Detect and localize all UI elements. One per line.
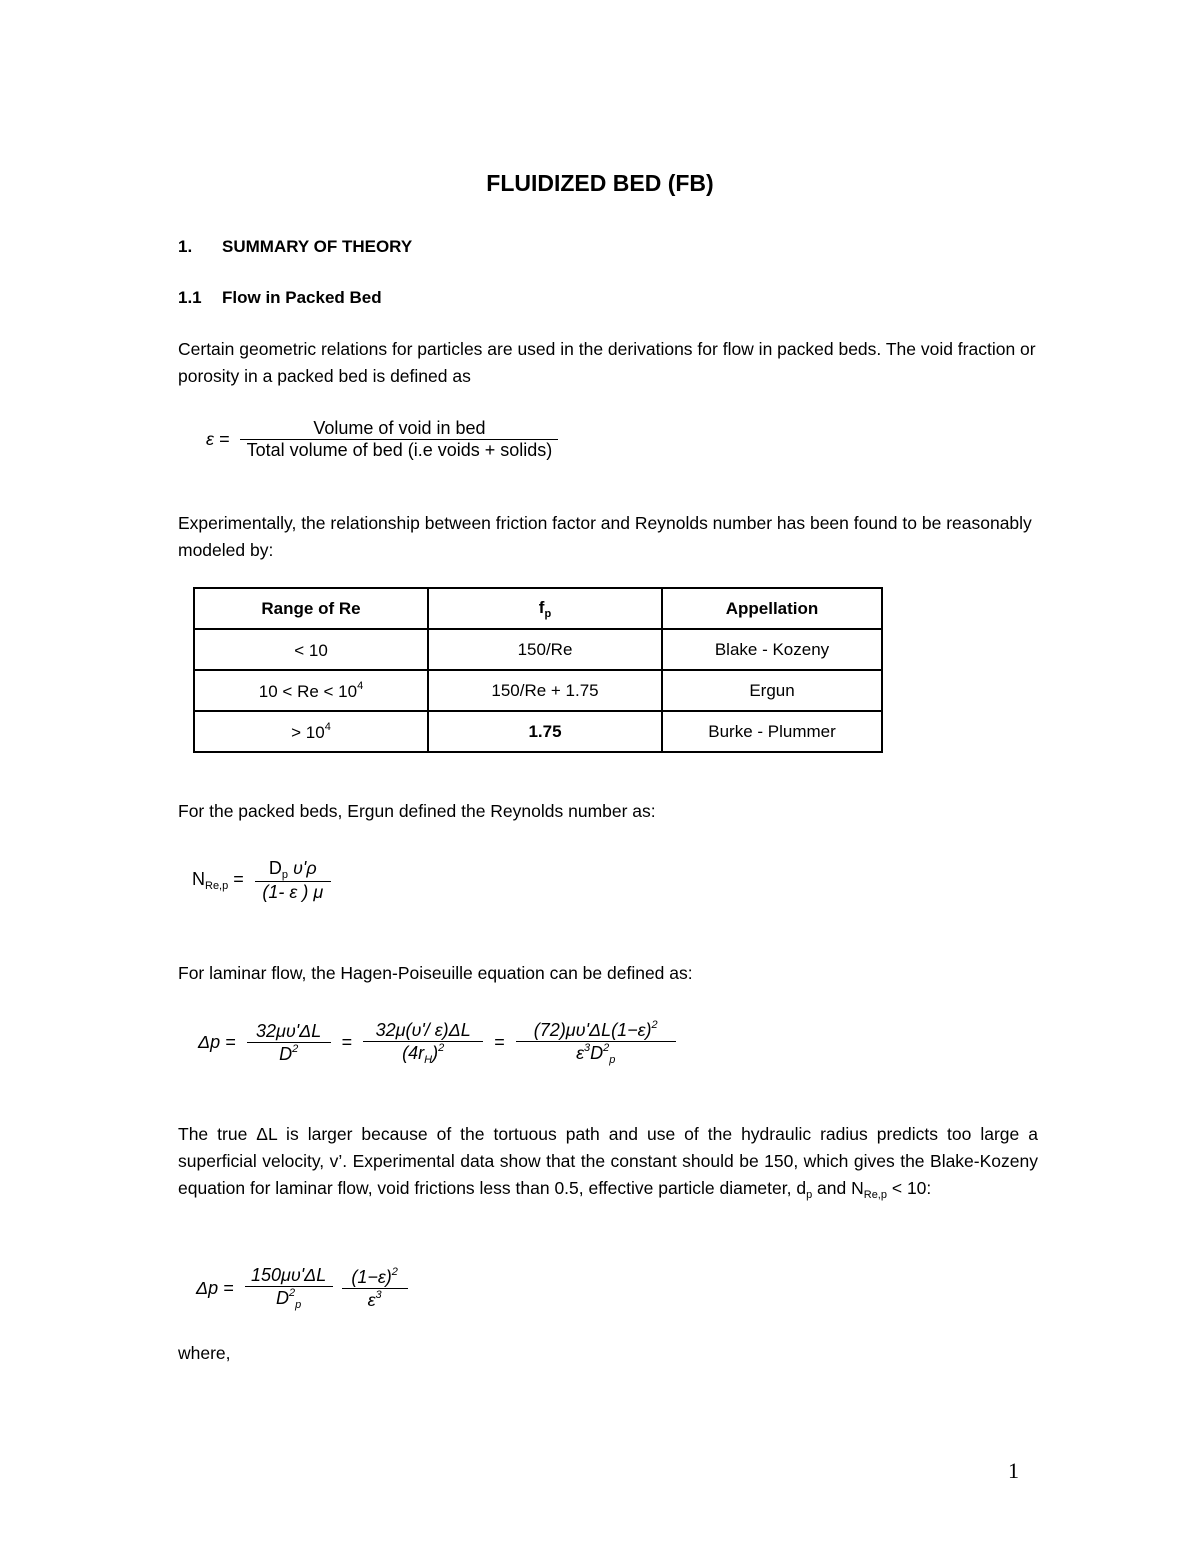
friction-factor-table (193, 587, 883, 753)
table-row (194, 670, 882, 711)
eq2-numerator: $D_p$ υ'ρ (255, 858, 331, 882)
eq4-factor2-denominator: $\varepsilon^3$ (367, 1288, 382, 1310)
table-cell-range: > $10^4$ (194, 711, 428, 752)
table-header-fp: $f_p$ (428, 588, 662, 629)
eq4-lhs: Δp = (196, 1277, 234, 1298)
table-row (194, 629, 882, 670)
eq3-term2-denominator: $(4r_H)^2$ (402, 1041, 445, 1066)
paragraph-6: where, (178, 1343, 231, 1363)
section-heading (178, 237, 412, 257)
eq3-lhs: Δp = (198, 1032, 236, 1052)
eq3-term3-denominator: $\varepsilon^3D^2_p$ (576, 1042, 616, 1066)
eq2-denominator: (1- ε ) μ (262, 882, 324, 902)
table-cell-range: $10 < Re < 10^4$ (194, 670, 428, 711)
table-cell-appellation: Burke - Plummer (662, 711, 882, 752)
table-cell-appellation: Blake - Kozeny (662, 629, 882, 670)
hagen-poiseuille-equation (198, 1019, 676, 1066)
blake-kozeny-equation (196, 1265, 408, 1311)
table-header-row (194, 588, 882, 629)
table-cell-fp: 1.75 (428, 711, 662, 752)
eq3-equals-1: = (341, 1032, 353, 1052)
page-number: 1 (1008, 1458, 1019, 1483)
paragraph-1: Certain geometric relations for particles are used in the derivations for flow in packed beds. The void fraction or porosity in a packed bed is defined as (178, 339, 1036, 386)
table-cell-fp: 150/Re (428, 629, 662, 670)
eq4-factor1-denominator: $D^2_p$ (276, 1287, 302, 1311)
section-number: 1. (178, 237, 193, 256)
eq3-term2-numerator: 32μ(υ'/ ε)ΔL (363, 1020, 483, 1042)
paragraph-2: Experimentally, the relationship between friction factor and Reynolds number has been found to be reasonably modeled by: (178, 513, 1032, 560)
table-cell-range: < 10 (194, 629, 428, 670)
eq3-term1-denominator: $D^2$ (279, 1042, 299, 1064)
eq1-denominator: Total volume of bed (i.e voids + solids) (246, 440, 553, 460)
eq1-lhs: ε = (206, 429, 230, 449)
subsection-number: 1.1 (178, 288, 202, 307)
table-header-range: Range of Re (194, 588, 428, 629)
eq2-lhs: $N_{Re,p}$ = (192, 869, 244, 892)
paragraph-4: For laminar flow, the Hagen-Poiseuille equation can be defined as: (178, 963, 693, 983)
eq4-factor1-numerator: 150μυ'ΔL (245, 1265, 333, 1287)
subsection-title: Flow in Packed Bed (222, 288, 382, 307)
paragraph-3: For the packed beds, Ergun defined the Reynolds number as: (178, 801, 656, 821)
table-cell-appellation: Ergun (662, 670, 882, 711)
subsection-heading (178, 288, 382, 308)
reynolds-equation (192, 858, 331, 903)
table-row (194, 711, 882, 752)
table-header-appellation: Appellation (662, 588, 882, 629)
eq3-equals-2: = (494, 1032, 505, 1052)
table-cell-fp: 150/Re + 1.75 (428, 670, 662, 711)
eq4-factor2-numerator: $(1-\varepsilon)^2$ (342, 1266, 408, 1289)
document-title: FLUIDIZED BED (FB) (486, 170, 714, 196)
eq1-numerator: Volume of void in bed (240, 418, 558, 440)
paragraph-5: The true ΔL is larger because of the tortuous path and use of the hydraulic radius predicts too large a superficial velocity, v’. Experimental data show that the constant should be 150, which gives the Blake-Kozeny equation for laminar flow, void frictions less than 0.5, effective particle diameter, $d_p$ and $N_{Re,p} < 10$: (178, 1124, 1038, 1201)
eq3-term3-numerator: $(72)\mu\upsilon'\Delta L(1-\varepsilon)^2$ (516, 1019, 676, 1042)
section-title: SUMMARY OF THEORY (222, 237, 413, 256)
eq3-term1-numerator: 32μυ'ΔL (247, 1021, 331, 1043)
porosity-equation (200, 418, 558, 461)
